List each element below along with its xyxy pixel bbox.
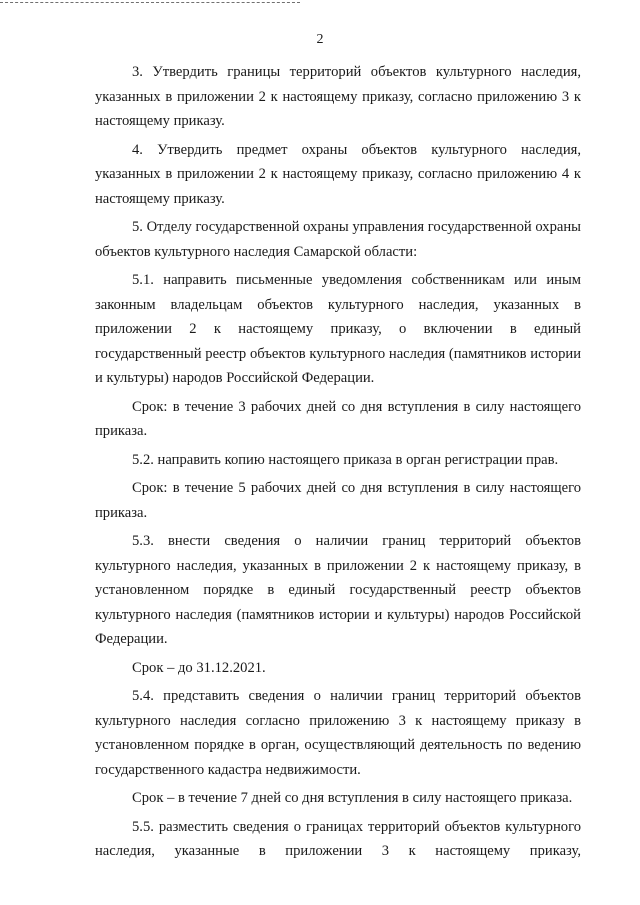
deadline-5-2: Срок: в течение 5 рабочих дней со дня вступления в силу настоящего приказа. — [95, 480, 581, 521]
deadline-5-3: Срок – до 31.12.2021. — [132, 659, 266, 676]
paragraph-5-4: 5.4. представить сведения о наличии границ территорий объектов культурного наследия согласно приложению 3 к настоящему приказу в установленном порядке в орган, осуществляющий деятельность по ведению государственного кадастра недвижимости. — [95, 688, 581, 778]
paragraph-5-2: 5.2. направить копию настоящего приказа в орган регистрации прав. — [132, 451, 559, 468]
paragraph-5-1: 5.1. направить письменные уведомления собственникам или иным законным владельцам объектов культурного наследия, указанных в приложении 2 к настоящему приказу, о включении в единый государственный реестр объектов культурного наследия (памятников истории и культуры) народов Российской Федерации. — [95, 272, 581, 386]
paragraph-3: 3. Утвердить границы территорий объектов культурного наследия, указанных в приложении 2 к настоящему приказу, согласно приложению 3 к настоящему приказу. — [95, 64, 581, 129]
document-body — [95, 60, 581, 868]
page-number: 2 — [316, 32, 324, 47]
paragraph-5-3: 5.3. внести сведения о наличии границ территорий объектов культурного наследия, указанных в приложении 2 к настоящему приказу, в установленном порядке в единый государственный реестр объектов культурного наследия (памятников истории и культуры) народов Российской Федерации. — [95, 533, 581, 647]
paragraph-5-5: 5.5. разместить сведения о границах территорий объектов культурного наследия, указанные в приложении 3 к настоящему приказу, — [95, 818, 581, 859]
deadline-5-4: Срок – в течение 7 дней со дня вступления в силу настоящего приказа. — [132, 790, 573, 806]
paragraph-5: 5. Отделу государственной охраны управления государственной охраны объектов культурного наследия Самарской области: — [95, 219, 581, 260]
scan-edge-dashes — [0, 2, 300, 3]
paragraph-4: 4. Утвердить предмет охраны объектов культурного наследия, указанных в приложении 2 к настоящему приказу, согласно приложению 4 к настоящему приказу. — [95, 141, 581, 207]
deadline-5-1: Срок: в течение 3 рабочих дней со дня вступления в силу настоящего приказа. — [95, 398, 581, 439]
